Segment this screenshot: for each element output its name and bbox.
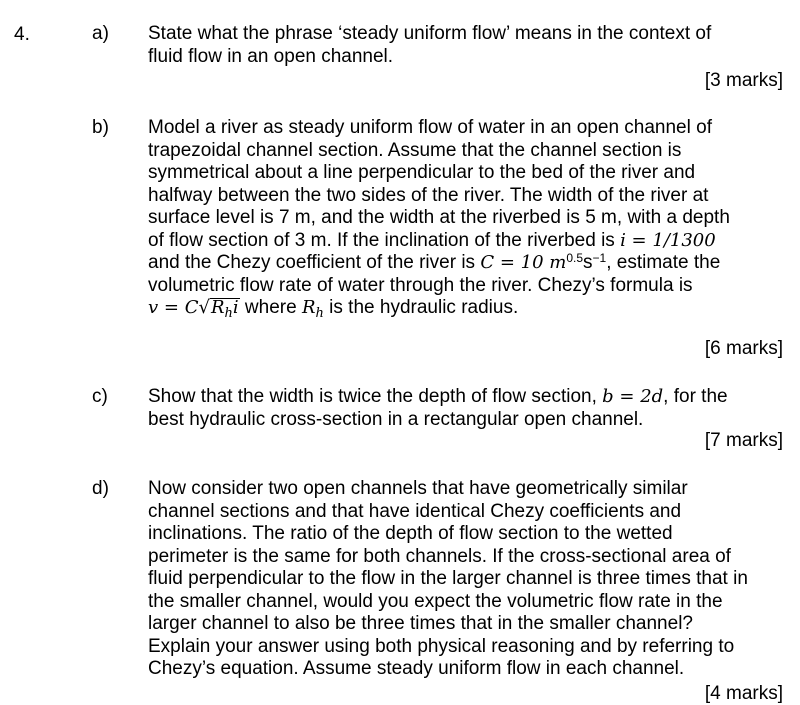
part-c-line: best hydraulic cross-section in a rectangular open channel. <box>148 408 644 430</box>
part-b-line7-pre: and the Chezy coefficient of the river is <box>148 252 481 273</box>
seconds-unit: s <box>583 252 593 273</box>
part-c-line: Show that the width is twice the depth of flow section, b = 2d, for the <box>148 386 728 407</box>
part-d-line: channel sections and that have identical Chezy coefficients and <box>148 500 682 522</box>
part-b-line: halfway between the two sides of the river. The width of the river at <box>148 184 709 206</box>
part-a-label: a) <box>92 23 109 44</box>
part-b-line: Model a river as steady uniform flow of water in an open channel of <box>148 117 712 138</box>
part-b-line: symmetrical about a line perpendicular to the bed of the river and <box>148 162 696 183</box>
part-b-line: surface level is 7 m, and the width at the riverbed is 5 m, with a depth <box>148 207 730 228</box>
part-c-marks: [7 marks] <box>704 430 783 451</box>
part-b-line <box>148 252 773 275</box>
sqrt-symbol: √ <box>198 297 210 318</box>
part-d-marks: [4 marks] <box>704 683 783 704</box>
part-d-line: larger channel to also be three times that in the smaller channel? <box>148 613 693 634</box>
part-b-line: trapezoidal channel section. Assume that the channel section is <box>148 139 682 161</box>
part-b-line9-post: is the hydraulic radius. <box>323 297 519 318</box>
sqrt-radicand: $R_hi$ <box>210 297 239 321</box>
question-number: 4. <box>14 24 30 45</box>
part-b-label: b) <box>92 117 109 138</box>
chezy-coefficient-math: C = 10 m <box>480 252 567 273</box>
width-depth-relation-math: b = 2d <box>602 386 664 407</box>
part-d-line: fluid perpendicular to the flow in the larger channel is three times that in <box>148 568 748 589</box>
part-b-line7-post: , estimate the <box>606 252 721 273</box>
part-c-label: c) <box>92 386 108 407</box>
part-d-text <box>148 478 773 681</box>
part-a-marks: [3 marks] <box>704 70 783 91</box>
exponent-half: 0.5 <box>566 251 584 265</box>
part-b-text <box>148 117 773 320</box>
part-c-text <box>148 386 773 431</box>
part-b-line <box>148 230 773 253</box>
part-d-line: inclinations. The ratio of the depth of flow section to the wetted <box>148 523 673 544</box>
part-d-line: Chezy’s equation. Assume steady uniform flow in each channel. <box>148 658 685 679</box>
hydraulic-radius-symbol: $R_h$ <box>301 297 324 321</box>
riverbed-inclination-math: i = 1/1300 <box>620 229 716 251</box>
part-d-line: perimeter is the same for both channels. If the cross-sectional area of <box>148 545 731 567</box>
part-b-line: volumetric flow rate of water through the river. Chezy’s formula is <box>148 274 693 296</box>
part-b-line9-mid: where <box>239 297 302 318</box>
part-a-line: fluid flow in an open channel. <box>148 45 394 67</box>
part-a-line: State what the phrase ‘steady uniform flow’ means in the context of <box>148 23 712 44</box>
part-b-marks: [6 marks] <box>704 338 783 359</box>
part-d-line: Now consider two open channels that have geometrically similar <box>148 478 688 499</box>
part-d-label: d) <box>92 478 109 499</box>
part-d-line: Explain your answer using both physical reasoning and by referring to <box>148 635 735 657</box>
exponent-minus-one: −1 <box>592 251 607 265</box>
chezy-formula-lhs: v = C <box>148 297 199 318</box>
part-d-line: the smaller channel, would you expect the volumetric flow rate in the <box>148 590 723 612</box>
part-a-text <box>148 23 773 68</box>
part-b-line <box>148 297 773 320</box>
part-b-line6-text: of flow section of 3 m. If the inclination of the riverbed is <box>148 229 621 251</box>
